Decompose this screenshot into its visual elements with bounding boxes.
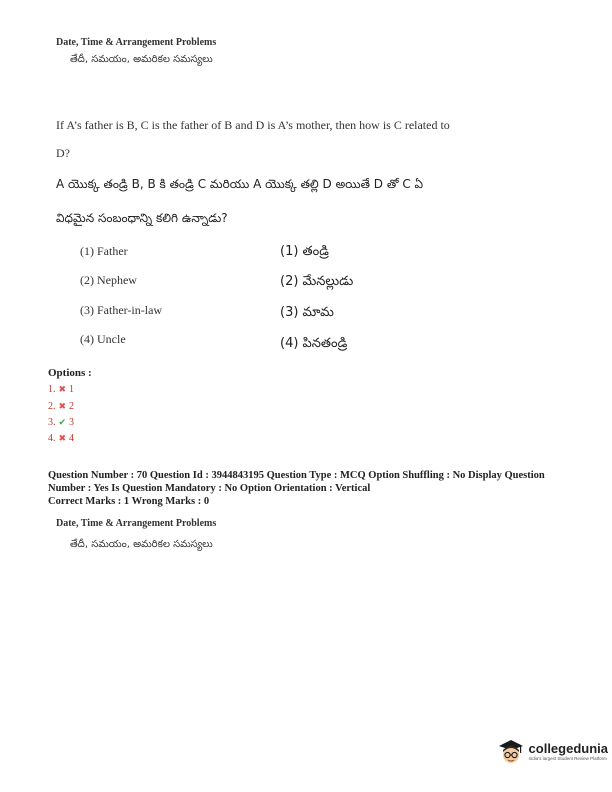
question-telugu-line1: A యొక్క తండ్రి B, B కి తండ్రి C మరియు A యొక్క తల్లి D అయితే D తో C ఏ (56, 177, 424, 191)
choice-value: 1 (69, 384, 75, 395)
choice-3 (48, 417, 74, 428)
option-en-2: (2) Nephew (80, 273, 137, 287)
cross-icon: ✖ (58, 402, 67, 412)
topic-heading-telugu-2: తేదీ, సమయం, అమరికల సమస్యలు (70, 539, 213, 550)
choice-2 (48, 401, 74, 412)
choice-value: 2 (69, 401, 75, 412)
option-en-1: (1) Father (80, 244, 128, 258)
metadata-line1: Question Number : 70 Question Id : 3944843195 Question Type : MCQ Option Shuffling : No Display Question (48, 470, 545, 481)
question-text-line1: If A’s father is B, C is the father of B and D is A’s mother, then how is C related to (56, 118, 450, 132)
choice-4 (48, 433, 74, 444)
cross-icon: ✖ (58, 434, 67, 444)
choice-1 (48, 384, 74, 395)
choice-value: 3 (69, 417, 75, 428)
choice-value: 4 (69, 433, 75, 444)
option-en-4: (4) Uncle (80, 332, 126, 346)
question-metadata (48, 469, 588, 508)
question-text-line2: D? (56, 146, 70, 160)
option-en-3: (3) Father-in-law (80, 303, 163, 317)
topic-heading-telugu: తేదీ, సమయం, అమరికల సమస్యలు (70, 54, 213, 65)
option-te-4: (4) పినతండ్రి (280, 336, 348, 351)
metadata-line2: Number : Yes Is Question Mandatory : No Option Orientation : Vertical (48, 483, 371, 494)
metadata-line3: Correct Marks : 1 Wrong Marks : 0 (48, 496, 210, 507)
choice-number: 4. (48, 433, 56, 444)
cross-icon: ✖ (58, 385, 67, 395)
logo-tagline: India's largest Student Review Platform (528, 756, 607, 761)
option-te-2: (2) మేనల్లుడు (280, 274, 354, 289)
options-heading: Options : (48, 367, 92, 379)
collegedunia-logo (496, 736, 608, 766)
option-te-1: (1) తండ్రి (280, 244, 329, 259)
option-te-3: (3) మామ (280, 305, 334, 320)
question-telugu-line2: విధమైన సంబంధాన్ని కలిగి ఉన్నాడు? (56, 211, 228, 225)
check-icon: ✔ (58, 418, 67, 428)
topic-heading-2: Date, Time & Arrangement Problems (56, 518, 217, 529)
choice-number: 1. (48, 384, 56, 395)
choice-number: 3. (48, 417, 56, 428)
choice-number: 2. (48, 401, 56, 412)
logo-name: collegedunia (528, 741, 608, 756)
topic-heading: Date, Time & Arrangement Problems (56, 37, 217, 48)
mascot-icon (496, 736, 526, 766)
